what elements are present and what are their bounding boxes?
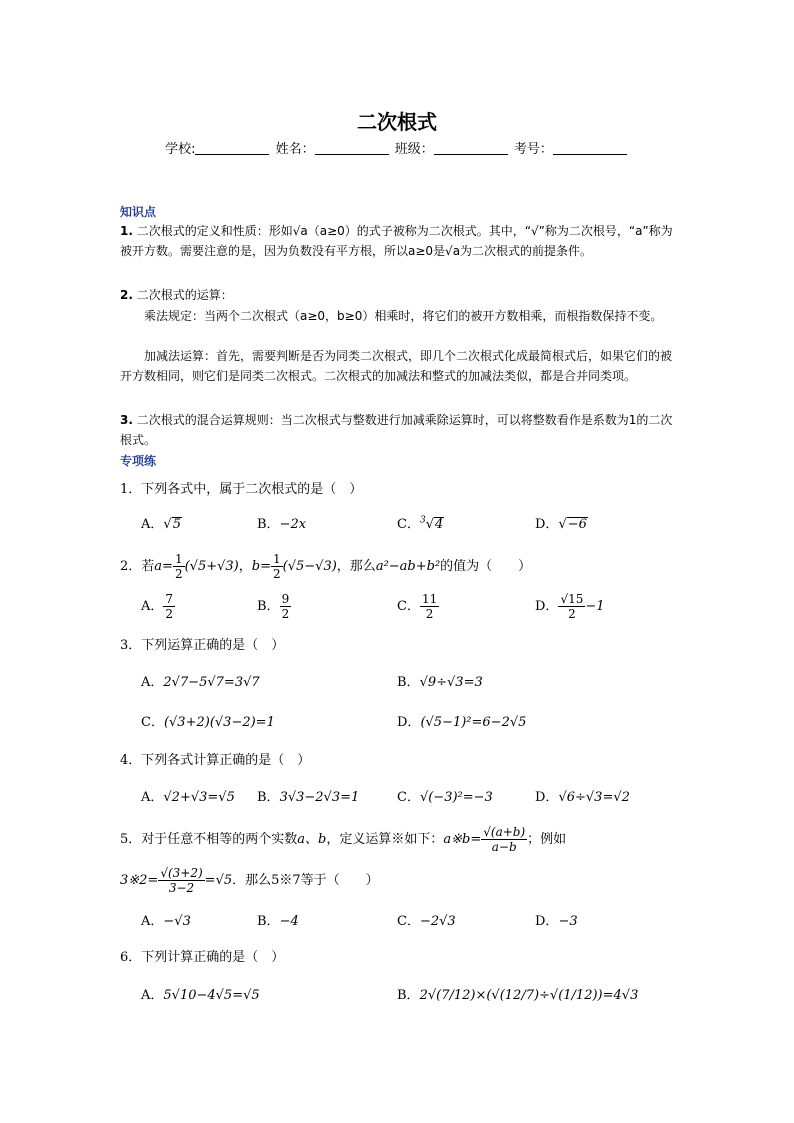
q1-c-expr: 4 (434, 517, 444, 532)
q2-b-num: 9 (281, 592, 290, 606)
q2-a-half-den: 2 (174, 567, 183, 581)
q2-c-num: 11 (421, 592, 438, 606)
q1-b-label: B． (257, 517, 280, 532)
q5-ex-frac (158, 866, 204, 895)
q4-option-a[interactable] (141, 786, 235, 805)
q2-b-var: b (251, 559, 261, 574)
q5-ex-lhs: 3※2= (120, 873, 159, 888)
q2-a-label: A． (141, 599, 164, 614)
q2-a-num: 7 (165, 592, 174, 606)
q2-d-tail: −1 (585, 599, 605, 614)
q4-option-b[interactable] (257, 786, 359, 805)
q2-c-den: 2 (425, 607, 434, 621)
q5-ex-den: 3−2 (168, 881, 195, 895)
knowledge-point-3 (120, 410, 678, 450)
q2-a-half (173, 552, 185, 581)
name-blank[interactable] (315, 140, 389, 155)
q1-c-index: 3 (419, 515, 426, 526)
q1-d-label: D． (535, 517, 559, 532)
q5-ex-num: √(3+2) (160, 866, 203, 880)
q5-def-num: √(a+b) (483, 825, 526, 839)
q2-b-den: 2 (281, 607, 290, 621)
q5-option-c[interactable] (397, 910, 456, 929)
q2-option-b[interactable] (257, 592, 291, 621)
q5-stem: 5．对于任意不相等的两个实数 (120, 832, 298, 847)
q2-c-frac (420, 592, 439, 621)
q2-a-var: a (154, 559, 163, 574)
q3-b-expr: √9÷√3=3 (419, 675, 483, 690)
kp1-text: 二次根式的定义和性质：形如√a（a≥0）的式子被称为二次根式。其中，“√”称为二次根号，“a”称为被开方数。需要注意的是，因为负数没有平方根，所以a≥0是√a为二次根式的前提条件。 (120, 224, 673, 258)
q3-option-a[interactable] (141, 671, 260, 690)
q3-a-label: A． (141, 675, 164, 690)
kp3-text: 二次根式的混合运算规则：当二次根式与整数进行加减乘除运算时，可以将整数看作是系数为1的二次根式。 (120, 413, 673, 447)
name-label: 姓名： (275, 142, 315, 157)
q5-b-expr: −4 (279, 914, 299, 929)
q5-a-expr: −√3 (163, 914, 191, 929)
q1-d-radical: √−6 (558, 517, 587, 532)
knowledge-heading: 知识点 (120, 205, 157, 219)
question-2-stem: 2．若a= $\frac{1}{2}$ (√5+√3)，b= $\frac{1}{2}$ (√5−√3)，那么a²−ab+b²的值为（ ） (120, 552, 532, 581)
q2-b-frac (280, 592, 292, 621)
q4-a-expr: √2+√3=√5 (163, 790, 235, 805)
q2-option-d[interactable] (535, 592, 605, 621)
q5-ex-rhs: =√5 (204, 873, 233, 888)
q2-a-eq: = (162, 559, 173, 574)
q1-option-b[interactable] (257, 513, 306, 532)
number-blank[interactable] (553, 140, 627, 155)
q5-d-label: D． (535, 914, 559, 929)
q5-vars: a、b (297, 832, 327, 847)
class-label: 班级： (394, 142, 434, 157)
q5-stem2: ，定义运算※如下： (326, 832, 444, 847)
q4-option-c[interactable] (397, 786, 493, 805)
q2-target: a²−ab+b² (375, 559, 441, 574)
q3-c-expr: (√3+2)(√3−2)=1 (163, 715, 275, 730)
question-3-stem: 3．下列运算正确的是（ ） (120, 638, 285, 653)
q3-d-label: D． (397, 715, 421, 730)
q2-a-half-num: 1 (174, 552, 183, 566)
q4-d-label: D． (535, 790, 559, 805)
q3-option-d[interactable] (397, 711, 526, 730)
q2-end: 的值为（ ） (440, 559, 532, 574)
q6-a-expr: 5√10−4√5=√5 (163, 988, 260, 1003)
q1-a-expr: 5 (172, 517, 181, 532)
q5-ask: ．那么5※7等于（ ） (232, 873, 379, 888)
school-blank[interactable] (195, 140, 269, 155)
q2-d-num: √15 (560, 592, 584, 606)
kp2-text: 二次根式的运算： (136, 288, 233, 302)
q5-def-den: a−b (491, 840, 517, 854)
knowledge-point-2a: 乘法规定：当两个二次根式（a≥0，b≥0）相乘时，将它们的被开方数相乘，而根指数保持不变。 (144, 309, 663, 323)
q4-d-expr: √6÷√3=√2 (558, 790, 630, 805)
q4-c-expr: √(−3)²=−3 (419, 790, 493, 805)
kp1-number: 1. (120, 224, 133, 238)
q5-option-d[interactable] (535, 910, 578, 929)
q5-option-a[interactable] (141, 910, 191, 929)
q5-c-expr: −2√3 (419, 914, 456, 929)
q5-example-label: ；例如 (527, 832, 567, 847)
number-label: 考号： (513, 142, 553, 157)
knowledge-point-1 (120, 221, 678, 261)
q3-b-label: B． (397, 675, 420, 690)
q6-option-b[interactable] (397, 984, 638, 1003)
q2-post: ，那么 (336, 559, 376, 574)
q4-option-d[interactable] (535, 786, 630, 805)
question-5-example (120, 866, 680, 895)
q2-b-eq: = (260, 559, 271, 574)
q2-prefix: 2．若 (120, 559, 155, 574)
question-6-stem: 6．下列计算正确的是（ ） (120, 950, 285, 965)
q2-option-c[interactable] (397, 592, 439, 621)
kp3-number: 3. (120, 413, 133, 427)
q1-option-c[interactable] (397, 513, 444, 532)
q3-option-b[interactable] (397, 671, 483, 690)
knowledge-point-2b: 加减法运算：首先，需要判断是否为同类二次根式，即几个二次根式化成最简根式后，如果它们的被开方数相同，则它们是同类二次根式。二次根式的加减法和整式的加减法类似，都是合并同类项。 (120, 349, 673, 383)
q5-option-b[interactable] (257, 910, 299, 929)
q1-b-expr: −2x (279, 517, 307, 532)
q2-b-half-den: 2 (273, 567, 281, 581)
q2-d-den: 2 (568, 607, 576, 621)
q2-a-den: 2 (165, 607, 174, 621)
class-blank[interactable] (434, 140, 508, 155)
q2-b-half-num: 1 (273, 552, 281, 566)
q3-c-label: C． (141, 715, 164, 730)
q6-a-label: A． (141, 988, 164, 1003)
q4-c-label: C． (397, 790, 420, 805)
q5-c-label: C． (397, 914, 420, 929)
q5-d-expr: −3 (558, 914, 578, 929)
question-1-stem: 1．下列各式中，属于二次根式的是（ ） (120, 482, 363, 497)
q4-b-expr: 3√3−2√3=1 (279, 790, 360, 805)
q3-d-expr: (√5−1)²=6−2√5 (420, 715, 527, 730)
q2-b-body: (√5−√3) (282, 559, 337, 574)
q2-a-body: (√5+√3) (184, 559, 239, 574)
question-5-stem (120, 825, 680, 854)
q1-c-radical: $^3$√4 (419, 515, 444, 532)
q6-b-label: B． (397, 988, 420, 1003)
q4-a-label: A． (141, 790, 164, 805)
q1-option-a[interactable] (141, 513, 182, 532)
q2-b-label: B． (257, 599, 280, 614)
q1-option-d[interactable] (535, 513, 588, 532)
q2-option-a[interactable] (141, 592, 175, 621)
student-info-line (0, 138, 794, 157)
q2-d-frac (558, 592, 585, 621)
school-label: 学校: (165, 142, 196, 157)
q5-def-frac (481, 825, 527, 854)
q5-def-lhs: a※b= (443, 832, 482, 847)
q2-b-half (271, 552, 283, 581)
q2-a-frac (163, 592, 175, 621)
question-4-stem: 4．下列各式计算正确的是（ ） (120, 753, 311, 768)
kp2-number: 2. (120, 288, 133, 302)
q1-a-label: A． (141, 517, 164, 532)
q5-b-label: B． (257, 914, 280, 929)
q2-d-label: D． (535, 599, 559, 614)
q2-c-label: C． (397, 599, 420, 614)
q4-b-label: B． (257, 790, 280, 805)
q6-b-expr: 2√(7/12)×(√(12/7)÷√(1/12))=4√3 (419, 988, 639, 1003)
q1-c-label: C． (397, 517, 420, 532)
q5-a-label: A． (141, 914, 164, 929)
practice-heading: 专项练 (120, 454, 157, 468)
knowledge-point-2 (120, 285, 678, 305)
q6-option-a[interactable] (141, 984, 260, 1003)
page-title: 二次根式 (357, 110, 437, 134)
q3-option-c[interactable] (141, 711, 275, 730)
q1-d-expr: −6 (567, 517, 587, 532)
q3-a-expr: 2√7−5√7=3√7 (163, 675, 260, 690)
q1-a-radical: √5 (163, 517, 181, 532)
